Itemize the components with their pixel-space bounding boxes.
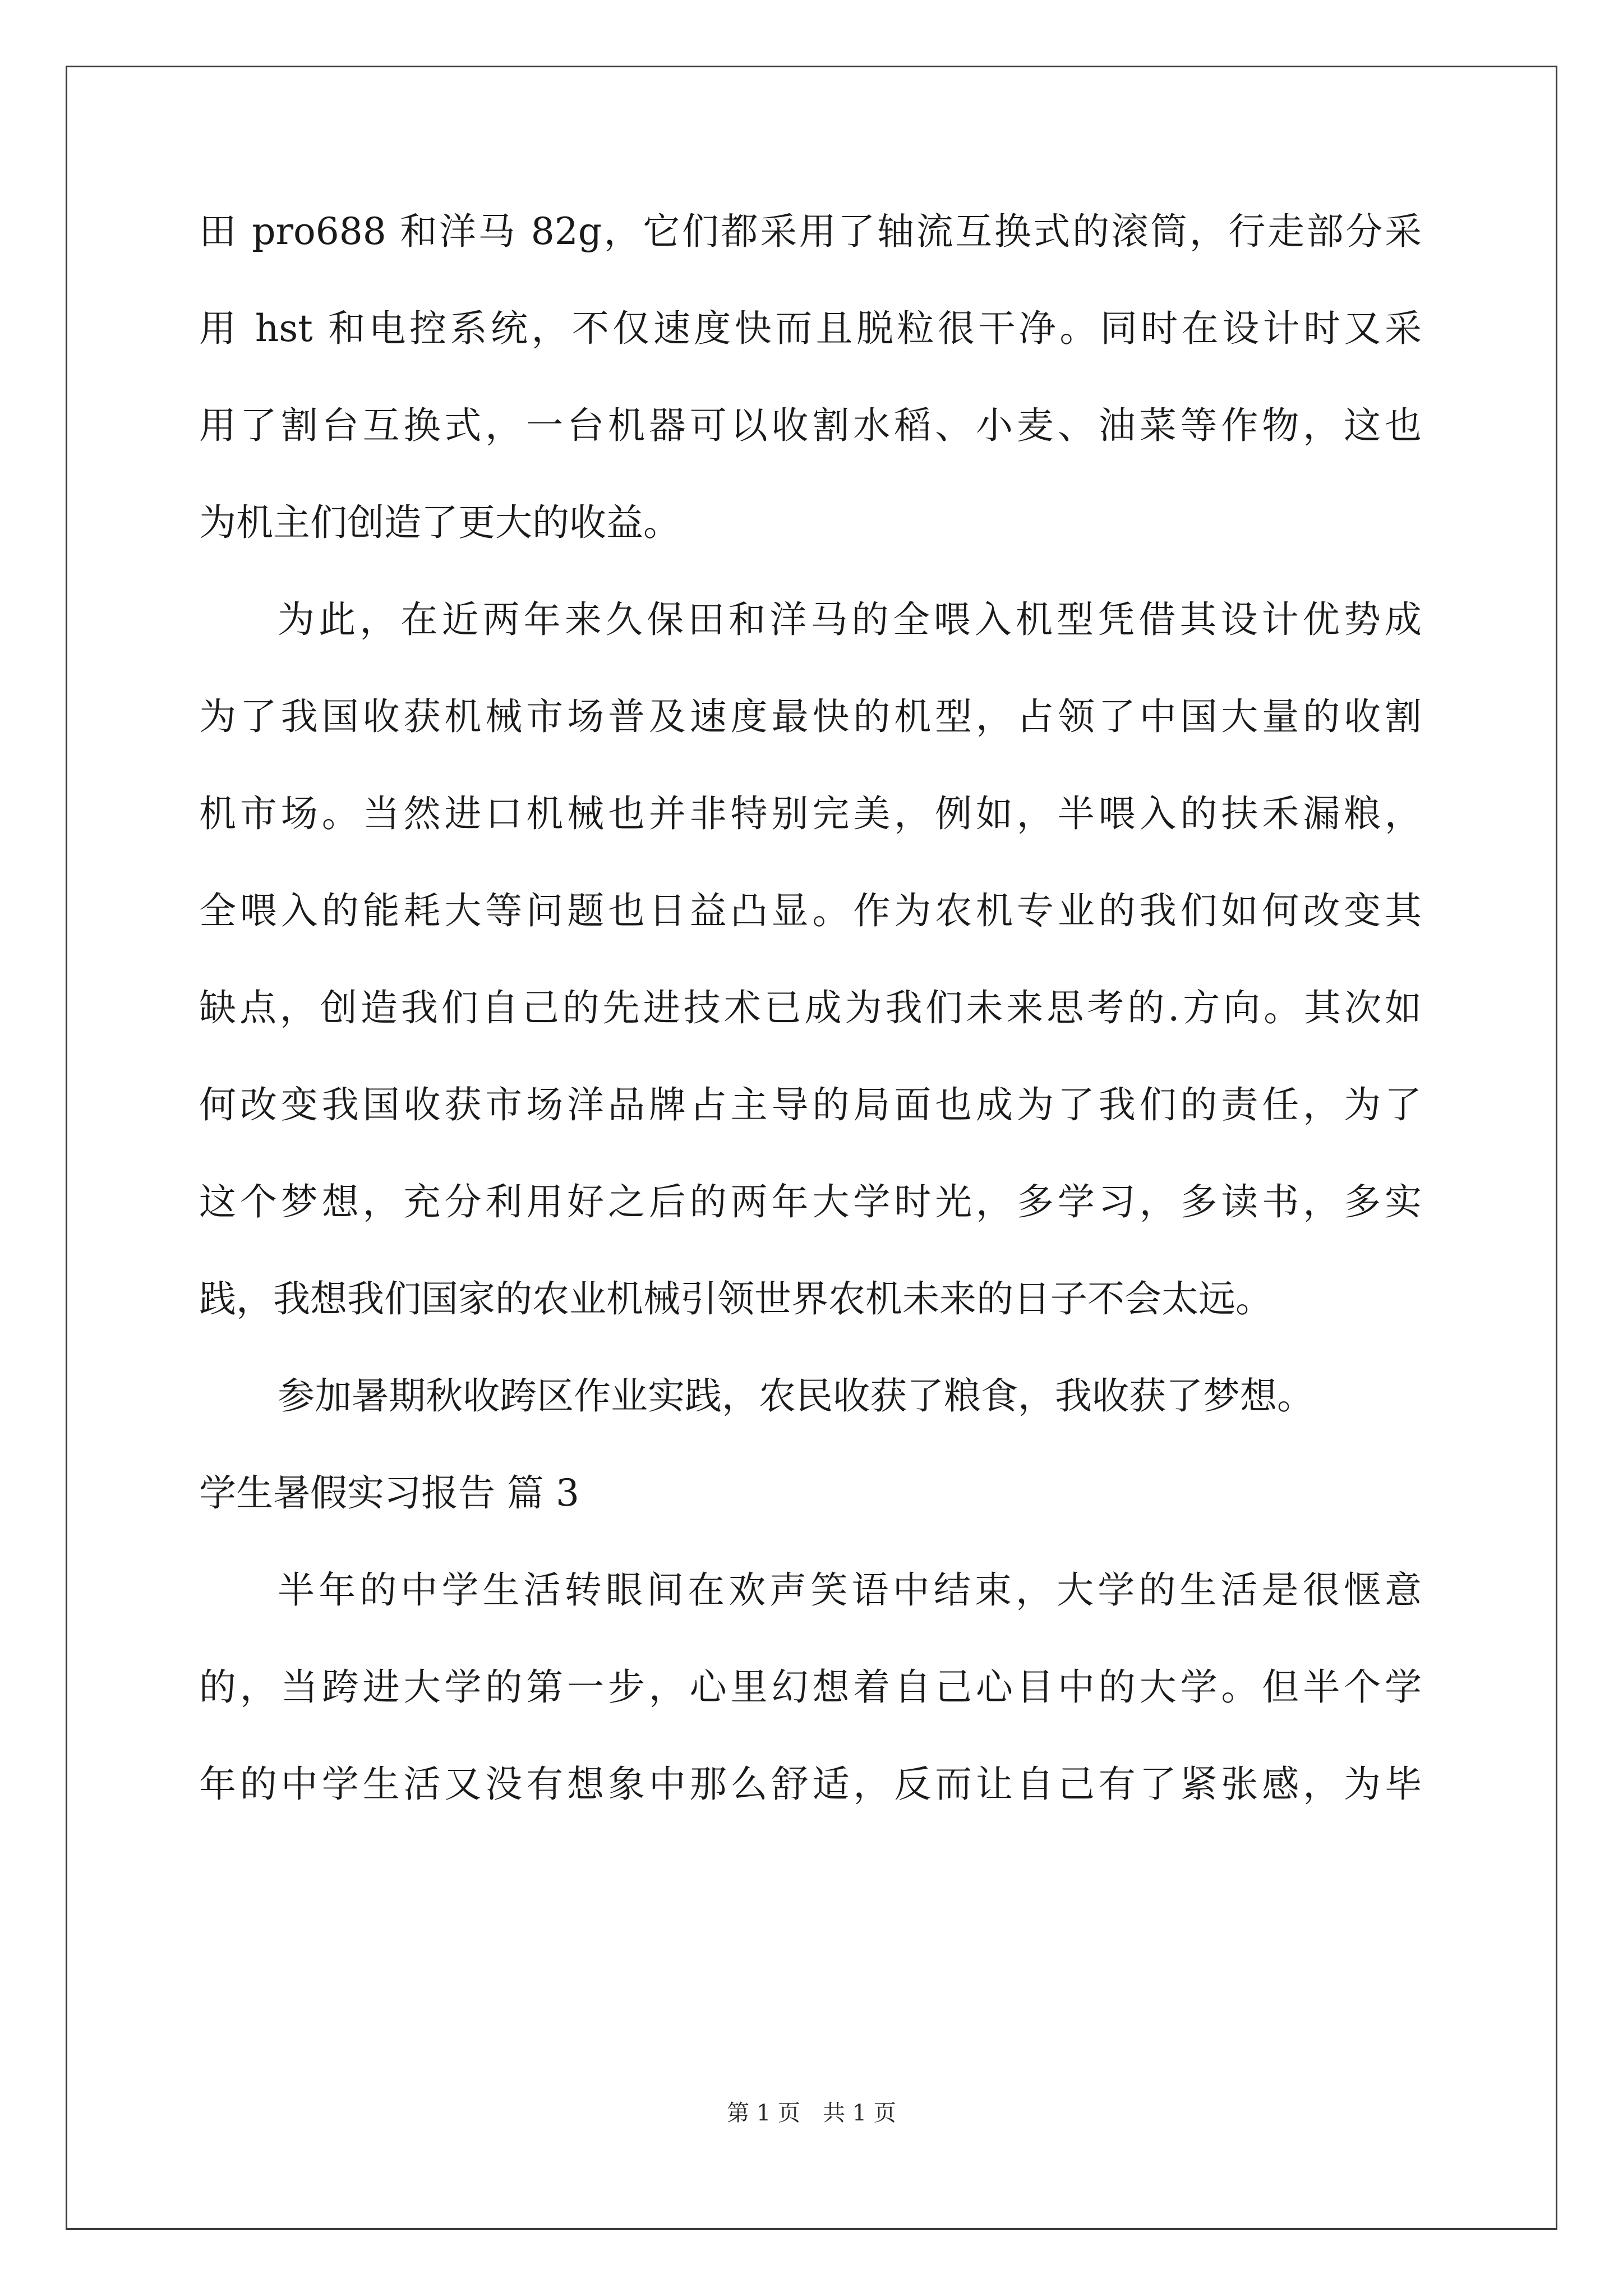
body-line: 这个梦想，充分利用好之后的两年大学时光，多学习，多读书，多实 [199, 1180, 1422, 1223]
body-line: 缺点，创造我们自己的先进技术已成为我们未来思考的.方向。其次如 [199, 986, 1422, 1029]
paragraph-first-line: 参加暑期秋收跨区作业实践，农民收获了粮食，我收获了梦想。 [278, 1374, 1314, 1418]
section-heading: 学生暑假实习报告 篇 3 [199, 1471, 579, 1515]
body-line: 用 hst 和电控系统，不仅速度快而且脱粒很干净。同时在设计时又采 [199, 307, 1422, 350]
body-line: 为机主们创造了更大的收益。 [199, 501, 680, 544]
page-footer [0, 2095, 1623, 2127]
body-line: 用了割台互换式，一台机器可以收割水稻、小麦、油菜等作物，这也 [199, 404, 1422, 447]
paragraph-first-line: 半年的中学生活转眼间在欢声笑语中结束，大学的生活是很惬意 [278, 1568, 1422, 1612]
body-line: 年的中学生活又没有想象中那么舒适，反而让自己有了紧张感，为毕 [199, 1763, 1422, 1806]
body-line: 的，当跨进大学的第一步，心里幻想着自己心目中的大学。但半个学 [199, 1665, 1422, 1709]
body-line: 为了我国收获机械市场普及速度最快的机型，占领了中国大量的收割 [199, 695, 1422, 738]
page-number: 第 1 页 [727, 2100, 800, 2126]
body-line: 田 pro688 和洋马 82g，它们都采用了轴流互换式的滚筒，行走部分采 [199, 210, 1422, 253]
body-line: 践，我想我们国家的农业机械引领世界农机未来的日子不会太远。 [199, 1277, 1272, 1320]
page-border [66, 66, 1557, 2230]
paragraph-first-line: 为此，在近两年来久保田和洋马的全喂入机型凭借其设计优势成 [278, 598, 1422, 641]
body-line: 机市场。当然进口机械也并非特别完美，例如，半喂入的扶禾漏粮， [199, 792, 1422, 835]
body-line: 何改变我国收获市场洋品牌占主导的局面也成为了我们的责任，为了 [199, 1083, 1422, 1126]
page-total: 共 1 页 [823, 2100, 896, 2126]
body-line: 全喂入的能耗大等问题也日益凸显。作为农机专业的我们如何改变其 [199, 889, 1422, 932]
